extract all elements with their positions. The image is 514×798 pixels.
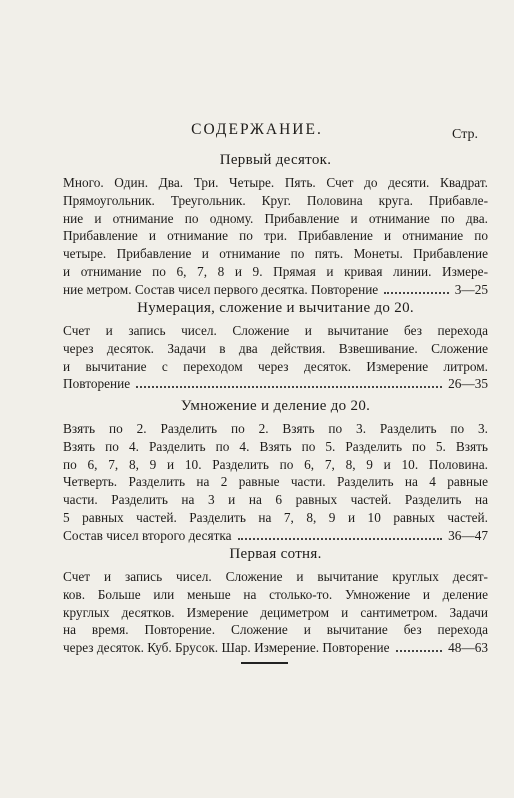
toc-text-line: Счет и запись чисел. Сложение и вычитание без перехода [63, 323, 488, 338]
toc-text-line: ние и отнимание по одному. Прибавление и отнимание по два. [63, 210, 488, 226]
toc-text-line: Повторение [63, 376, 131, 392]
section-title: Первая сотня. [229, 546, 322, 562]
toc-text-line: и вычитание с переходом через десяток. Измерение литром. [63, 358, 488, 374]
toc-section [63, 544, 488, 657]
toc-entry-last-line [63, 281, 488, 299]
toc-text-line: через десяток. Задачи в два действия. Взвешивание. Сложение [63, 340, 488, 356]
dot-leader [136, 385, 442, 388]
page-range: 36—47 [448, 527, 488, 543]
toc-entry-last-line [63, 527, 488, 545]
toc-text-line: круглых десятков. Измерение дециметром и сантиметром. Задачи [63, 604, 488, 620]
page-range: 48—63 [448, 640, 488, 656]
toc-text-line: по 6, 7, 8, 9 и 10. Разделить по 6, 7, 8, 9 и 10. Половина. [63, 456, 488, 472]
toc-entry-last-line [63, 639, 488, 657]
toc-text-line: на время. Повторение. Сложение и вычитание без перехода [63, 622, 488, 638]
toc-text-line: 5 равных частей. Разделить на 7, 8, 9 и 10 равных частей. [63, 509, 488, 525]
toc-section [63, 150, 488, 299]
toc-text-line: Прибавление и отнимание по три. Прибавление и отнимание по [63, 228, 488, 244]
toc-text-line: Счет и запись чисел. Сложение и вычитание круглых десят- [63, 569, 488, 584]
page-range: 26—35 [448, 376, 488, 392]
toc-text-line: ние метром. Состав чисел первого десятка. Повторение [63, 281, 379, 297]
toc-text-line: части. Разделить на 3 и на 6 равных частей. Разделить на [63, 492, 488, 508]
section-title: Умножение и деление до 20. [180, 398, 371, 414]
contents-header [0, 121, 514, 143]
toc-text-line: через десяток. Куб. Брусок. Шар. Измерение. Повторение [63, 640, 390, 656]
contents-title: СОДЕРЖАНИЕ. [191, 121, 323, 138]
toc-section [63, 396, 488, 545]
toc-text-line: Состав чисел второго десятка [63, 527, 232, 543]
toc-entry-last-line [63, 375, 488, 393]
page-column-label: Стр. [452, 127, 478, 142]
section-title: Нумерация, сложение и вычитание до 20. [137, 300, 414, 316]
closing-rule [241, 662, 288, 664]
dot-leader [396, 649, 443, 652]
section-title: Первый десяток. [219, 152, 332, 168]
page-range: 3—25 [454, 281, 488, 297]
toc-text-line: Четверть. Разделить на 2 равные части. Разделить на 4 равные [63, 474, 488, 490]
toc-text-line: Много. Один. Два. Три. Четыре. Пять. Счет до десяти. Квадрат. [63, 175, 488, 190]
toc-text-line: Взять по 2. Разделить по 2. Взять по 3. Разделить по 3. [63, 421, 488, 436]
toc-text-line: Прямоугольник. Треугольник. Круг. Половина круга. Прибавле- [63, 192, 488, 208]
toc-text-line: ков. Больше или меньше на столько-то. Умножение и деление [63, 586, 488, 602]
toc-text-line: четыре. Прибавление и отнимание по пять. Монеты. Прибавление [63, 246, 488, 262]
toc-text-line: и отнимание по 6, 7, 8 и 9. Прямая и кривая линии. Измере- [63, 263, 488, 279]
toc-text-line: Взять по 4. Разделить по 4. Взять по 5. Разделить по 5. Взять [63, 438, 488, 454]
toc-section [63, 298, 488, 393]
dot-leader [384, 291, 449, 294]
dot-leader [238, 537, 443, 540]
